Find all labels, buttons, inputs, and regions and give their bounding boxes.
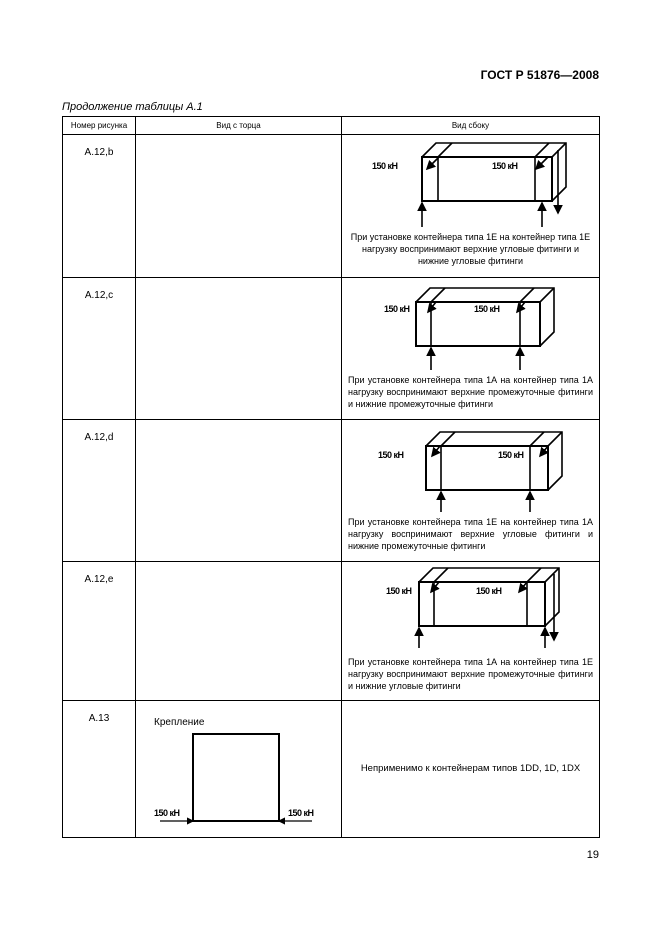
table-row	[63, 278, 600, 420]
end-view-cell	[136, 701, 342, 838]
load-label: 150 кН	[476, 586, 502, 596]
description: При установке контейнера типа 1E на контейнер типа 1E нагрузку воспринимают верхние угловые фитинги и нижние угловые фитинги	[350, 232, 591, 266]
load-label: 150 кН	[474, 304, 500, 314]
figure-number: А.13	[63, 701, 136, 838]
load-label: 150 кН	[386, 586, 412, 596]
load-label: 150 кН	[378, 450, 404, 460]
side-view-cell	[342, 562, 600, 701]
load-label: 150 кН	[154, 808, 180, 818]
not-applicable-text: Неприменимо к контейнерам типов 1DD, 1D, 1DX	[360, 763, 581, 774]
side-view-cell	[342, 135, 600, 278]
table-row	[63, 562, 600, 701]
document-id: ГОСТ Р 51876—2008	[480, 68, 599, 82]
table-row	[63, 135, 600, 278]
description: При установке контейнера типа 1А на контейнер типа 1E нагрузку воспринимают верхние промежуточные фитинги и нижние угловые фитинги	[348, 657, 593, 691]
side-view-cell	[342, 701, 600, 838]
column-header-end-view: Вид с торца	[136, 117, 342, 135]
container-diagram	[342, 278, 598, 374]
figure-number: А.12,c	[63, 278, 136, 420]
column-header-side-view: Вид сбоку	[342, 117, 600, 135]
figure-number: А.12,d	[63, 420, 136, 562]
fastening-label: Крепление	[154, 717, 205, 728]
load-label: 150 кН	[498, 450, 524, 460]
description: При установке контейнера типа 1E на контейнер типа 1А нагрузку воспринимают верхние угловые фитинги и нижние промежуточные фитинги	[348, 517, 593, 551]
load-label: 150 кН	[492, 161, 518, 171]
end-view-cell	[136, 135, 342, 278]
side-view-cell	[342, 278, 600, 420]
figure-number: А.12,b	[63, 135, 136, 278]
load-label: 150 кН	[288, 808, 314, 818]
table-header-row	[63, 117, 600, 135]
fastening-diagram	[136, 701, 342, 832]
description: При установке контейнера типа 1А на контейнер типа 1А нагрузку воспринимают верхние промежуточные фитинги и нижние промежуточные фитинги	[348, 375, 593, 409]
page-number: 19	[586, 849, 599, 861]
end-view-cell	[136, 420, 342, 562]
column-header-number: Номер рисунка	[63, 117, 136, 135]
load-label: 150 кН	[384, 304, 410, 314]
container-diagram	[342, 135, 598, 231]
container-diagram	[342, 562, 598, 656]
load-label: 150 кН	[372, 161, 398, 171]
table-row	[63, 701, 600, 838]
side-view-cell	[342, 420, 600, 562]
table-row	[63, 420, 600, 562]
end-view-cell	[136, 562, 342, 701]
container-diagram	[342, 420, 598, 516]
figure-number: А.12,e	[63, 562, 136, 701]
data-table	[62, 116, 600, 838]
end-view-cell	[136, 278, 342, 420]
table-caption: Продолжение таблицы А.1	[62, 101, 203, 113]
